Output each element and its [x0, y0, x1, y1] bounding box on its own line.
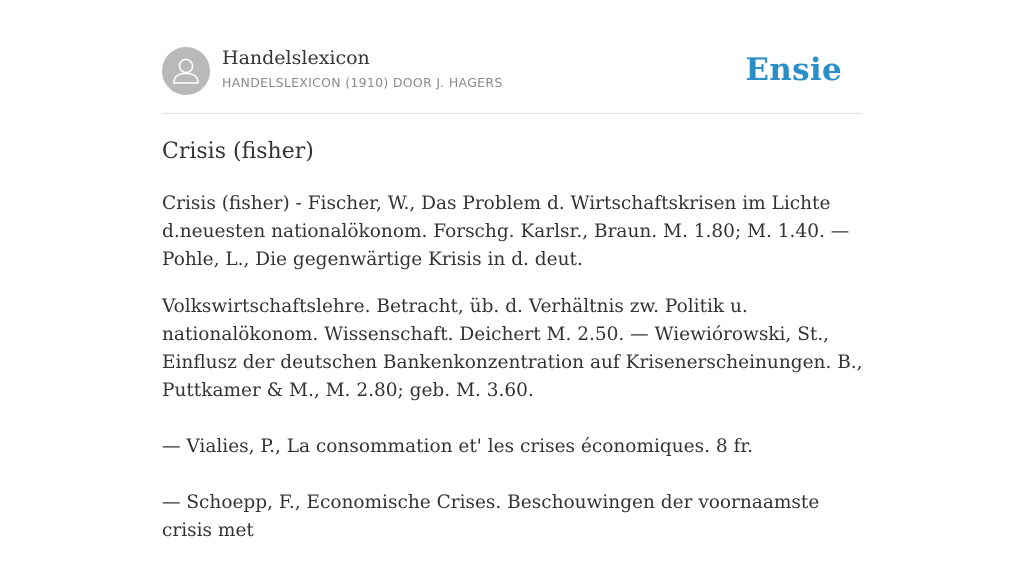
- article-title: Crisis (fisher): [162, 139, 314, 164]
- source-subtitle: HANDELSLEXICON (1910) DOOR J. HAGERS: [222, 75, 503, 90]
- source-header: [162, 47, 862, 114]
- article-paragraph: Crisis (fisher) - Fischer, W., Das Problem d. Wirtschaftskrisen im Lichte d.neuesten nationalökonom. Forschg. Karlsr., Braun. M. 1.80; M. 1.40. — Pohle, L., Die gegenwärtige Krisis in d. deut.: [162, 193, 850, 270]
- article-paragraph: — Schoepp, F., Economische Crises. Beschouwingen der voornaamste crisis met: [162, 492, 820, 541]
- avatar[interactable]: [162, 47, 210, 95]
- user-silhouette-icon: [162, 47, 210, 95]
- article-paragraph: Volkswirtschaftslehre. Betracht, üb. d. Verhältnis zw. Politik u. nationalökonom. Wissenschaft. Deichert M. 2.50. — Wiewiórowski, St., Einflusz der deutschen Bankenkonzentration auf Krisenerscheinungen. B., Puttkamer & M., M. 2.80; geb. M. 3.60.: [162, 296, 863, 401]
- source-title[interactable]: Handelslexicon: [222, 47, 370, 69]
- article-body: [162, 190, 864, 564]
- article-paragraph: — Vialies, P., La consommation et' les crises économiques. 8 fr.: [162, 436, 754, 457]
- ensie-logo-link[interactable]: Ensie: [745, 52, 842, 88]
